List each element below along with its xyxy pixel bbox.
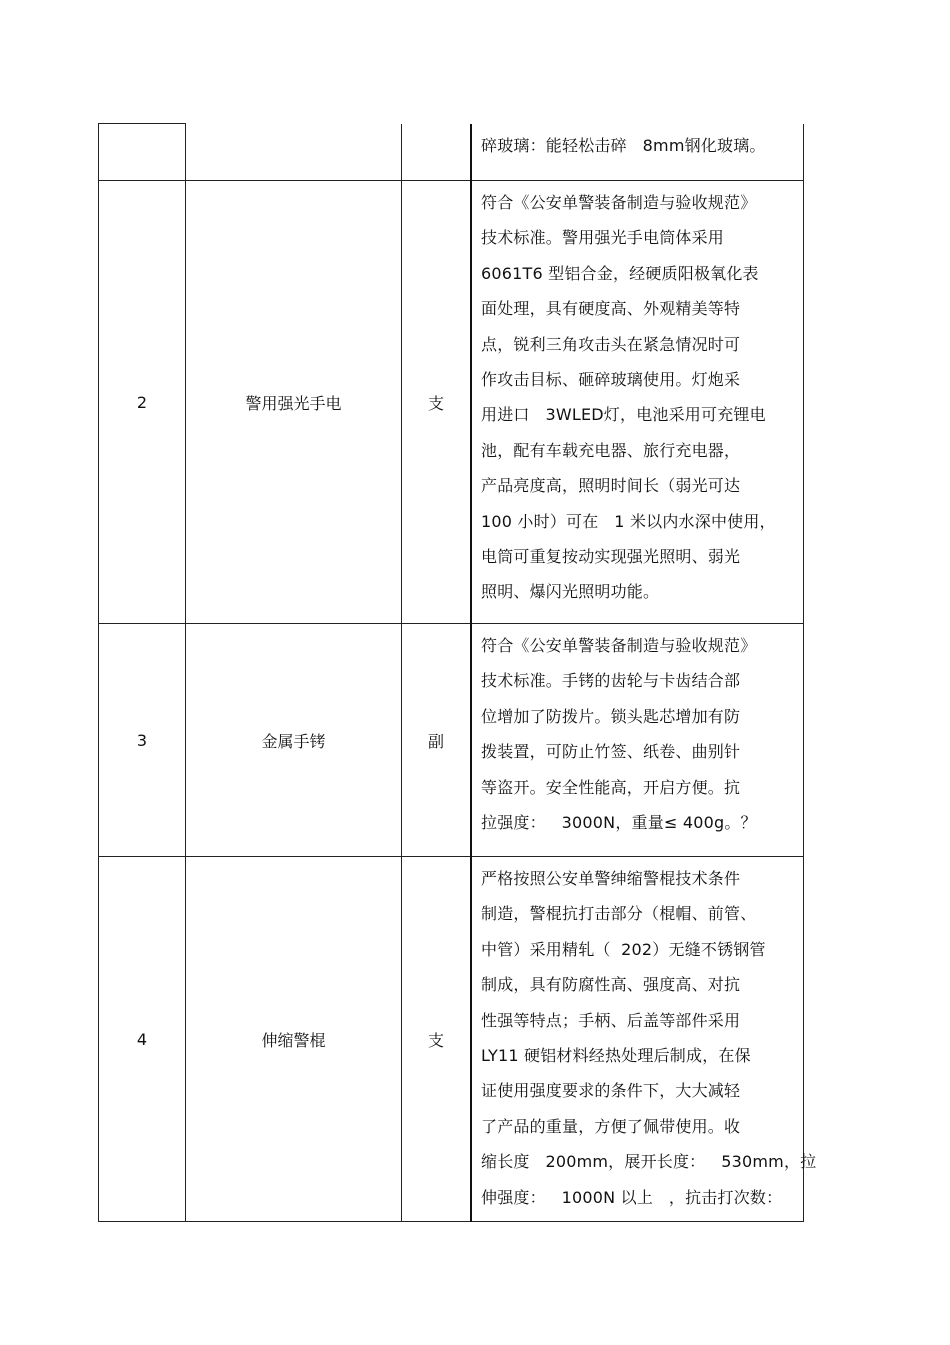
description-text <box>472 857 817 1221</box>
description-cell <box>471 124 804 181</box>
description-line: 技术标准。警用强光手电筒体采用 <box>481 228 725 248</box>
row-number-cell: 3 <box>99 624 186 857</box>
row-number-cell <box>99 124 186 181</box>
item-name-cell <box>186 124 402 181</box>
description-line: 符合《公安单警装备制造与验收规范》 <box>481 193 757 212</box>
description-line: 等盗开。安全性能高，开启方便。抗 <box>481 777 741 797</box>
description-line: 制造，警棍抗打击部分（棍帽、前管、 <box>481 904 757 924</box>
description-line: 照明、爆闪光照明功能。 <box>481 582 660 602</box>
description-cell <box>471 857 817 1222</box>
description-line: 拉强度： 3000N，重量≤ 400g。？ <box>481 813 757 833</box>
description-line: 点，锐利三角攻击头在紧急情况时可 <box>481 334 741 354</box>
description-line: 证使用强度要求的条件下，大大减轻 <box>481 1081 741 1101</box>
unit-cell: 副 <box>402 624 472 857</box>
description-line: 性强等特点；手柄、后盖等部件采用 <box>481 1010 741 1030</box>
item-name-cell: 伸缩警棍 <box>186 857 402 1222</box>
description-line: 严格按照公安单警绅缩警棍技术条件 <box>481 869 741 888</box>
unit-cell: 支 <box>402 857 472 1222</box>
description-line: 6061T6 型铝合金，经硬质阳极氧化表 <box>481 263 759 283</box>
row-number-cell: 4 <box>99 857 186 1222</box>
description-line: 符合《公安单警装备制造与验收规范》 <box>481 636 757 655</box>
item-name-cell: 金属手铐 <box>186 624 402 857</box>
item-name-cell: 警用强光手电 <box>186 181 402 624</box>
description-text <box>472 624 803 846</box>
table-row <box>99 124 804 181</box>
description-cell <box>471 624 804 857</box>
description-line: 了产品的重量，方便了佩带使用。收 <box>481 1116 741 1136</box>
spec-table-body <box>99 124 817 1222</box>
description-line: 拨装置，可防止竹签、纸卷、曲别针 <box>481 742 741 762</box>
description-line: 面处理，具有硬度高、外观精美等特 <box>481 299 741 319</box>
table-row <box>99 181 804 624</box>
description-line: 100 小时）可在 1 米以内水深中使用， <box>481 511 776 531</box>
description-line: 制成，具有防腐性高、强度高、对抗 <box>481 975 741 995</box>
description-line: 用进口 3WLED灯，电池采用可充锂电 <box>481 405 766 425</box>
description-text <box>472 124 803 169</box>
description-line: 产品亮度高，照明时间长（弱光可达 <box>481 476 741 496</box>
table-row <box>99 857 804 1222</box>
description-line: 缩长度 200mm，展开长度： 530mm，拉 <box>481 1152 817 1172</box>
description-line: 作攻击目标、砸碎玻璃使用。灯炮采 <box>481 370 741 390</box>
description-line: 电筒可重复按动实现强光照明、弱光 <box>481 547 741 567</box>
unit-cell: 支 <box>402 181 472 624</box>
description-line: LY11 硬铝材料经热处理后制成，在保 <box>481 1046 751 1066</box>
description-text <box>472 181 803 616</box>
description-line: 池，配有车载充电器、旅行充电器， <box>481 440 741 460</box>
unit-cell <box>402 124 472 181</box>
table-row <box>99 624 804 857</box>
description-line: 伸强度： 1000N 以上 ，抗击打次数： <box>481 1187 783 1207</box>
row-number-cell: 2 <box>99 181 186 624</box>
description-line: 中管）采用精轧（ 202）无缝不锈钢管 <box>481 939 766 959</box>
description-line: 技术标准。手铐的齿轮与卡齿结合部 <box>481 671 741 691</box>
description-cell <box>471 181 804 624</box>
description-line: 位增加了防拨片。锁头匙芯增加有防 <box>481 706 741 726</box>
description-line: 碎玻璃：能轻松击碎 8mm钢化玻璃。 <box>481 135 766 155</box>
equipment-spec-table <box>98 123 817 1222</box>
